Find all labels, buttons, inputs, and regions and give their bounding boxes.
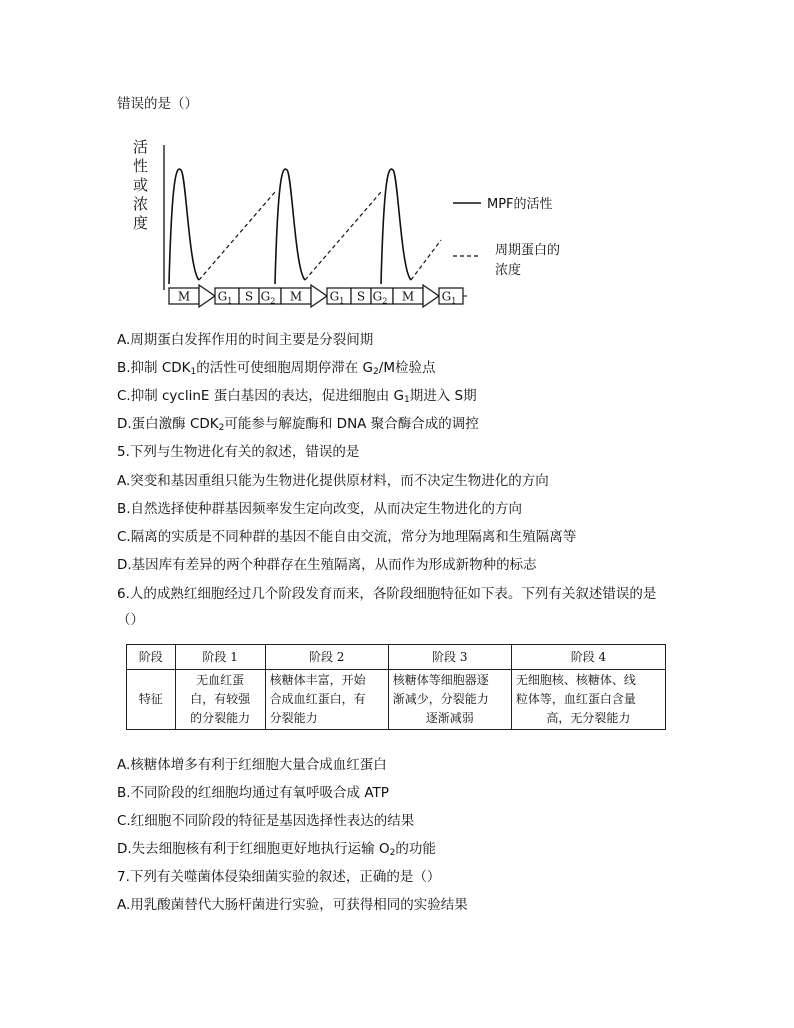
- q6-option-d: D.失去细胞核有利于红细胞更好地执行运输 $O_2$的功能: [117, 841, 436, 858]
- table-header-cell: 阶段 2: [265, 645, 388, 670]
- phase-segment-g1: [327, 288, 351, 306]
- table-cell-stage-1: 无血红蛋 白，有较强 的分裂能力: [175, 670, 265, 730]
- table-header-cell: 阶段: [127, 645, 176, 670]
- table-header-row: [127, 645, 666, 670]
- svg-text:M: M: [177, 289, 191, 304]
- y-axis-char: 活: [133, 138, 149, 156]
- table-row-label: 特征: [127, 670, 176, 730]
- mpf-curve-1: [169, 169, 199, 284]
- cyclin-curve: [199, 192, 441, 280]
- phase-segment-s: [351, 288, 371, 304]
- q6-option-c: C.红细胞不同阶段的特征是基因选择性表达的结果: [117, 813, 415, 829]
- q5-stem: 5.下列与生物进化有关的叙述，错误的是: [117, 444, 360, 460]
- mpf-curve-2: [275, 169, 305, 284]
- phase-segment-g1: [215, 288, 239, 306]
- phase-arrow: [423, 285, 439, 307]
- y-axis-char: 浓: [133, 195, 149, 213]
- svg-text:M: M: [289, 289, 303, 304]
- q5-option-d: D.基因库有差异的两个种群存在生殖隔离，从而作为形成新物种的标志: [117, 557, 537, 573]
- q6-option-a: A.核糖体增多有利于红细胞大量合成血红蛋白: [117, 757, 387, 773]
- legend-cyclin-label-2: 浓度: [495, 263, 522, 278]
- svg-text:G1: $G_1$: [217, 289, 233, 306]
- svg-text:S: S: [356, 289, 366, 304]
- y-axis-char: 度: [133, 214, 149, 232]
- q4-option-c: C.抑制 cyclinE 蛋白基因的表达，促进细胞由 $G_1$期进入 S期: [117, 388, 477, 405]
- stage-table: [126, 644, 666, 730]
- phase-segment-g1: [439, 288, 463, 306]
- svg-text:G1: $G_1$: [329, 289, 345, 306]
- q5-option-b: B.自然选择使种群基因频率发生定向改变，从而决定生物进化的方向: [117, 501, 523, 517]
- q4-option-d: D.蛋白激酶 $CDK_2$可能参与解旋酶和 DNA 聚合酶合成的调控: [117, 416, 479, 433]
- table-header-cell: 阶段 3: [388, 645, 511, 670]
- table-cell-stage-2: 核糖体丰富，开始 合成血红蛋白，有 分裂能力: [265, 670, 388, 730]
- phase-arrow: [199, 285, 215, 307]
- question-intro: 错误的是（）: [117, 96, 198, 112]
- q5-option-a: A.突变和基因重组只能为生物进化提供原材料，而不决定生物进化的方向: [117, 473, 549, 489]
- cell-cycle-figure: [125, 130, 595, 310]
- phase-segment-s: [239, 288, 259, 304]
- table-cell-stage-3: 核糖体等细胞器逐 渐减少，分裂能力 逐渐减弱: [388, 670, 511, 730]
- svg-text:M: M: [401, 289, 415, 304]
- phase-segment-m: [281, 288, 311, 304]
- q4-option-b: B.抑制 $CDK_1$的活性可使细胞周期停滞在 $G_2/M$检验点: [117, 360, 436, 377]
- q4-option-a: A.周期蛋白发挥作用的时间主要是分裂间期: [117, 332, 374, 348]
- phase-bar: [169, 285, 467, 307]
- y-axis-char: 或: [133, 176, 149, 194]
- legend-cyclin-label-1: 周期蛋白的: [495, 243, 561, 258]
- phase-segment-g2: [371, 288, 393, 306]
- table-header-cell: 阶段 4: [511, 645, 665, 670]
- q7-option-a: A.用乳酸菌替代大肠杆菌进行实验，可获得相同的实验结果: [117, 897, 468, 913]
- q6-option-b: B.不同阶段的红细胞均通过有氧呼吸合成 ATP: [117, 785, 389, 801]
- svg-text:G2: $G_2$: [260, 289, 276, 306]
- legend-mpf-label: MPF的活性: [487, 197, 553, 212]
- q6-stem-paren: （）: [117, 612, 144, 628]
- q7-stem: 7.下列有关噬菌体侵染细菌实验的叙述，正确的是（）: [117, 869, 441, 885]
- svg-text:G1: $G_1$: [441, 289, 457, 306]
- svg-text:G2: $G_2$: [372, 289, 388, 306]
- table-cell-stage-4: 无细胞核、核糖体、线 粒体等，血红蛋白含量 高，无分裂能力: [511, 670, 665, 730]
- q5-option-c: C.隔离的实质是不同种群的基因不能自由交流，常分为地理隔离和生殖隔离等: [117, 529, 577, 545]
- phase-segment-g2: [259, 288, 281, 306]
- q6-stem: 6.人的成熟红细胞经过几个阶段发育而来，各阶段细胞特征如下表。下列有关叙述错误的是: [117, 586, 657, 602]
- phase-arrow: [311, 285, 327, 307]
- table-row: [127, 670, 666, 730]
- mpf-curve-3: [381, 169, 411, 284]
- y-axis-char: 性: [133, 157, 149, 175]
- phase-segment-m: [169, 288, 199, 304]
- phase-segment-m: [393, 288, 423, 304]
- table-header-cell: 阶段 1: [175, 645, 265, 670]
- svg-text:S: S: [244, 289, 254, 304]
